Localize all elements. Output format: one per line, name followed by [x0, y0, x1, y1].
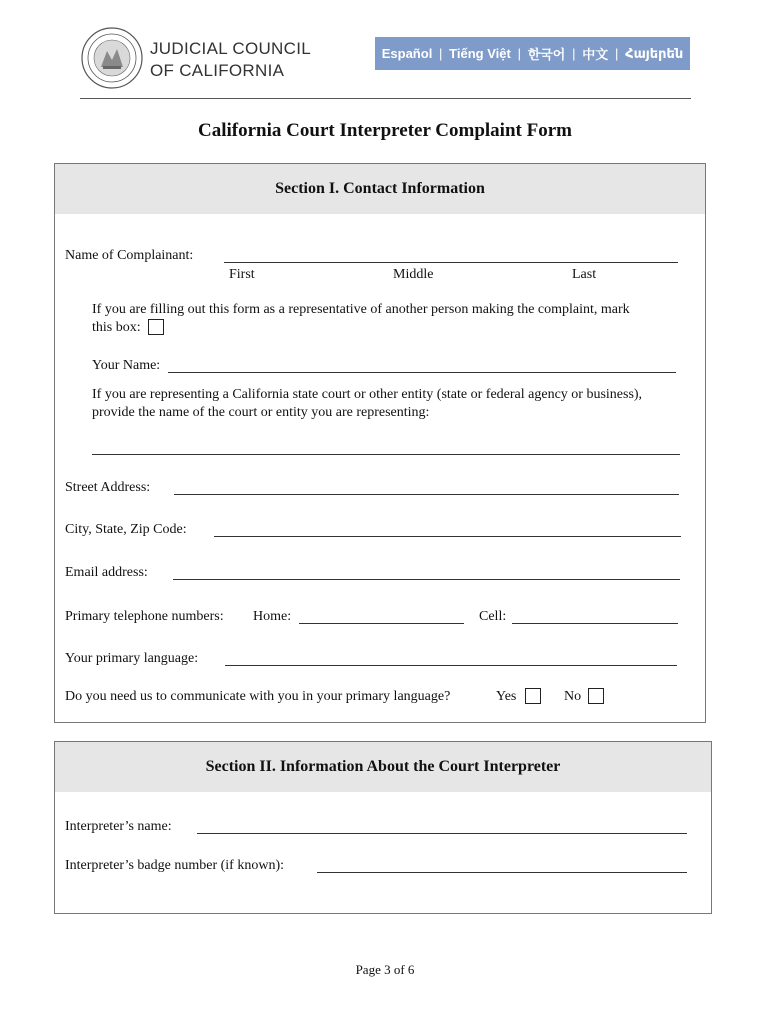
- page-number: Page 3 of 6: [355, 962, 415, 977]
- email-field[interactable]: [173, 579, 680, 580]
- representative-checkbox[interactable]: [148, 319, 164, 335]
- name-middle-caption: Middle: [393, 267, 434, 282]
- complainant-name-label: Name of Complainant:: [65, 248, 194, 263]
- entity-instruction: If you are representing a California state court or other entity (state or federal agency or business),: [92, 387, 643, 402]
- org-line-1: JUDICIAL COUNCIL: [150, 39, 311, 58]
- yes-checkbox[interactable]: [525, 688, 541, 704]
- communicate-question: Do you need us to communicate with you in your primary language?: [65, 689, 451, 704]
- interpreter-name-label: Interpreter’s name:: [65, 819, 172, 834]
- name-first-caption: First: [229, 267, 255, 282]
- street-address-label: Street Address:: [65, 480, 151, 495]
- seal-logo: [81, 27, 143, 89]
- lang-separator: |: [572, 46, 576, 61]
- no-label: No: [564, 689, 582, 704]
- header-divider: [80, 98, 691, 99]
- home-phone-field[interactable]: [299, 623, 464, 624]
- lang-link-vietnamese[interactable]: Tiếng Việt: [449, 46, 511, 61]
- lang-separator: |: [439, 46, 443, 61]
- representative-instruction-cont: this box:: [92, 320, 141, 335]
- page-title: California Court Interpreter Complaint Form: [198, 120, 572, 141]
- badge-number-label: Interpreter’s badge number (if known):: [65, 858, 284, 873]
- cell-phone-field[interactable]: [512, 623, 678, 624]
- entity-name-field[interactable]: [92, 454, 680, 455]
- your-name-label: Your Name:: [92, 358, 161, 373]
- phone-label: Primary telephone numbers:: [65, 609, 224, 624]
- lang-separator: |: [614, 46, 619, 61]
- org-line-2: OF CALIFORNIA: [150, 61, 285, 80]
- lang-link-korean[interactable]: 한국어: [527, 47, 566, 62]
- primary-language-label: Your primary language:: [65, 651, 199, 666]
- email-label: Email address:: [65, 565, 148, 580]
- lang-link-chinese[interactable]: 中文: [582, 47, 609, 62]
- lang-separator: |: [517, 46, 521, 61]
- section-heading: Section II. Information About the Court Interpreter: [55, 742, 711, 792]
- interpreter-name-field[interactable]: [197, 833, 687, 834]
- language-bar: [375, 37, 690, 70]
- your-name-field[interactable]: [168, 372, 676, 373]
- no-checkbox[interactable]: [588, 688, 604, 704]
- section-heading: Section I. Contact Information: [55, 164, 705, 214]
- organization-name: [150, 38, 311, 82]
- yes-label: Yes: [496, 689, 517, 704]
- badge-number-field[interactable]: [317, 872, 687, 873]
- complainant-name-field[interactable]: [224, 262, 678, 263]
- cell-phone-label: Cell:: [479, 609, 507, 624]
- home-phone-label: Home:: [253, 609, 292, 624]
- lang-link-spanish[interactable]: Español: [381, 46, 433, 61]
- name-last-caption: Last: [572, 267, 597, 282]
- street-address-field[interactable]: [174, 494, 679, 495]
- lang-link-armenian[interactable]: Հայերեն: [625, 45, 684, 61]
- city-state-zip-label: City, State, Zip Code:: [65, 522, 187, 537]
- entity-instruction-cont: provide the name of the court or entity you are representing:: [92, 405, 430, 420]
- primary-language-field[interactable]: [225, 665, 677, 666]
- representative-instruction: If you are filling out this form as a representative of another person making the complaint, mark: [92, 302, 630, 317]
- city-state-zip-field[interactable]: [214, 536, 681, 537]
